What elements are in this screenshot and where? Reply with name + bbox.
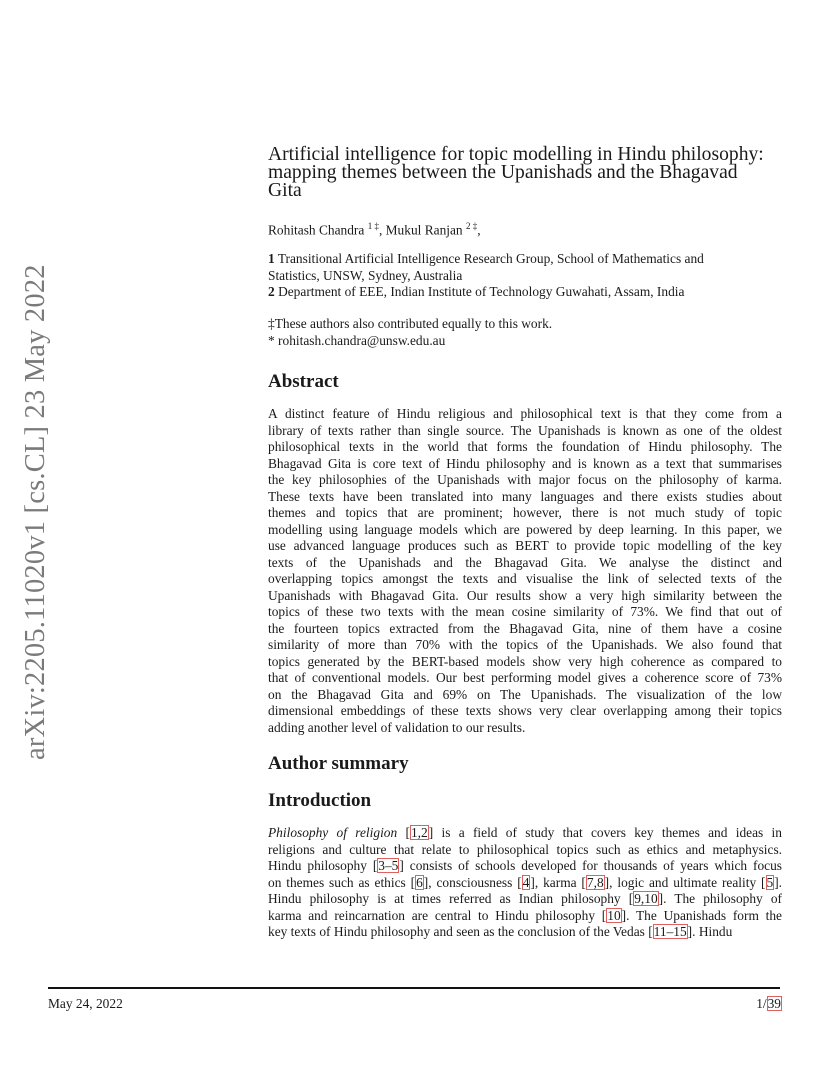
abstract-line: A distinct feature of Hindu religious and philosophical text is that they come from a bbox=[268, 406, 782, 421]
corresponding-email[interactable]: * rohitash.chandra@unsw.edu.au bbox=[268, 332, 446, 348]
text-line: Hindu philosophy is at times referred as Indian philosophy [9,10]. The philosophy of bbox=[268, 891, 782, 906]
introduction-heading: Introduction bbox=[268, 790, 372, 811]
citation-link[interactable]: 7,8 bbox=[586, 874, 604, 890]
citation-link[interactable]: 9,10 bbox=[634, 891, 658, 906]
total-pages-link[interactable]: 39 bbox=[767, 996, 781, 1011]
abstract-line: use advanced language produces such as BERT to provide topic modelling of the key bbox=[268, 538, 782, 553]
abstract-line: dimensional embeddings of these texts shows very clear overlapping among their topics bbox=[268, 703, 782, 718]
citation-link[interactable]: 4 bbox=[522, 874, 530, 890]
abstract-line: similarity of more than 70% with the topics of the Upanishads. We also found that bbox=[268, 637, 782, 652]
abstract-line: on the Bhagavad Gita and 69% on The Upanishads. The visualization of the low bbox=[268, 686, 782, 702]
footer-rule bbox=[48, 987, 780, 989]
footer-date: May 24, 2022 bbox=[48, 996, 123, 1011]
abstract-line: Bhagavad Gita is core text of Hindu philosophy and is known as a text that summarises bbox=[268, 455, 782, 471]
introduction-body bbox=[268, 825, 782, 941]
affiliation-item: 2 Department of EEE, Indian Institute of Technology Guwahati, Assam, India bbox=[268, 284, 685, 299]
title-line: Gita bbox=[268, 180, 302, 201]
abstract-line: overlapping topics amongst the texts and visualise the link of selected texts of the bbox=[268, 571, 782, 586]
affiliation-number: 2 bbox=[268, 284, 275, 299]
abstract-line: topics of these two texts with the mean cosine similarity of 73%. We find that out of bbox=[268, 604, 782, 619]
abstract-line: texts of the Upanishads and the Bhagavad Gita. We analyse the distinct and bbox=[268, 554, 782, 570]
equal-contribution-note: ‡These authors also contributed equally to this work. bbox=[268, 316, 553, 331]
citation-link[interactable]: 10 bbox=[607, 907, 621, 923]
abstract-line: the key philosophies of the Upanishads with major focus on the philosophy of karma. bbox=[268, 472, 782, 487]
emphasized-term: Philosophy of religion bbox=[268, 825, 398, 840]
citation-link[interactable]: 3–5 bbox=[378, 858, 399, 873]
abstract-line: topics generated by the BERT-based models show very high coherence as compared to bbox=[268, 653, 782, 669]
text-line: Philosophy of religion [1,2] is a field of study that covers key themes and ideas in bbox=[268, 825, 782, 840]
abstract-line: Upanishads with Bhagavad Gita. Our results show a very high similarity between the bbox=[268, 587, 782, 603]
title-line: Artificial intelligence for topic modelling in Hindu philosophy: bbox=[268, 144, 764, 165]
affiliation-item: 1 Transitional Artificial Intelligence Research Group, School of Mathematics and bbox=[268, 251, 704, 266]
citation-link[interactable]: 1,2 bbox=[410, 825, 428, 840]
author-summary-heading: Author summary bbox=[268, 753, 409, 774]
author-name: Mukul Ranjan bbox=[385, 222, 463, 238]
text-line: key texts of Hindu philosophy and seen as the conclusion of the Vedas [11–15]. Hindu bbox=[268, 924, 733, 939]
author-name: Rohitash Chandra bbox=[268, 222, 365, 238]
abstract-line: library of texts rather than single source. The Upanishads is known as one of the oldest bbox=[268, 422, 782, 438]
abstract-line: These texts have been translated into many languages and there exists studies about bbox=[268, 488, 782, 504]
citation-link[interactable]: 11–15 bbox=[653, 924, 687, 939]
author-affiliation-mark: 1 ‡ bbox=[367, 221, 379, 231]
affiliation-item-continued: Statistics, UNSW, Sydney, Australia bbox=[268, 267, 463, 283]
text-line: religions and culture that relate to philosophical topics such as ethics and metaphysics. bbox=[268, 841, 782, 857]
author-notes bbox=[268, 316, 782, 349]
arxiv-identifier-stamp: arXiv:2205.11020v1 [cs.CL] 23 May 2022 bbox=[20, 264, 51, 760]
abstract-line: adding another level of validation to our results. bbox=[268, 719, 526, 735]
paper-title bbox=[268, 146, 782, 200]
affiliations bbox=[268, 251, 782, 301]
abstract-line: the fourteen topics extracted from the Bhagavad Gita, nine of them have a cosine bbox=[268, 620, 782, 636]
author-list: Rohitash Chandra $^{1 \ddagger}$, Mukul Ranjan $^{2 \ddagger}$, bbox=[268, 221, 481, 238]
text-line: karma and reincarnation are central to Hindu philosophy [10]. The Upanishads form the bbox=[268, 907, 782, 923]
text-line: Hindu philosophy [3–5] consists of schools developed for thousands of years which focus bbox=[268, 858, 783, 873]
abstract-body bbox=[268, 406, 782, 736]
affiliation-number: 1 bbox=[268, 251, 275, 266]
page-number: 1/39 bbox=[756, 996, 781, 1011]
title-line: mapping themes between the Upanishads and the Bhagavad bbox=[268, 162, 738, 183]
abstract-line: themes and topics that are prominent; however, there is not much study of topic bbox=[268, 505, 782, 520]
abstract-line: philosophical texts in the world that forms the foundation of Hindu philosophy. The bbox=[268, 439, 782, 454]
text-line: on themes such as ethics [6], consciousness [4], karma [7,8], logic and ultimate reality [5]. bbox=[268, 874, 783, 890]
abstract-heading: Abstract bbox=[268, 371, 339, 392]
citation-link[interactable]: 5 bbox=[766, 874, 774, 890]
abstract-line: modelling using language models which are powered by deep learning. In this paper, we bbox=[268, 521, 782, 537]
abstract-line: that of conventional models. Our best performing model gives a coherence score of 73% bbox=[268, 670, 782, 685]
citation-link[interactable]: 6 bbox=[416, 874, 423, 890]
author-affiliation-mark: 2 ‡ bbox=[466, 221, 478, 231]
